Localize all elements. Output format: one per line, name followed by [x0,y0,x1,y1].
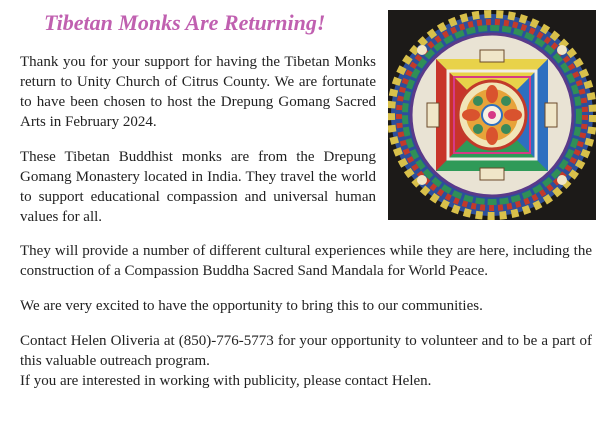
paragraph-experiences: They will provide a number of different cultural experiences while they are here, including the construction of a Compassion Buddha Sacred Sand Mandala for World Peace. [20,243,592,279]
paragraph-contact: Contact Helen Oliveria at (850)-776-5773 for your opportunity to volunteer and to be a part of this valuable outreach program. [20,333,592,369]
sand-mandala-image [388,10,596,220]
paragraph-excited: We are very excited to have the opportunity to bring this to our communities. [20,298,483,314]
article-title: Tibetan Monks Are Returning! [44,10,326,35]
intro-text [20,52,376,227]
body-text [20,241,592,391]
paragraph-thanks: Thank you for your support for having the Tibetan Monks return to Unity Church of Citrus County. We are fortunate to have been chosen to host the Drepung Gomang Sacred Arts in February 2024. [20,54,376,130]
paragraph-publicity: If you are interested in working with publicity, please contact Helen. [20,373,432,389]
paragraph-monks: These Tibetan Buddhist monks are from the Drepung Gomang Monastery located in India. They travel the world to support educational compassion and universal human values for all. [20,149,376,225]
